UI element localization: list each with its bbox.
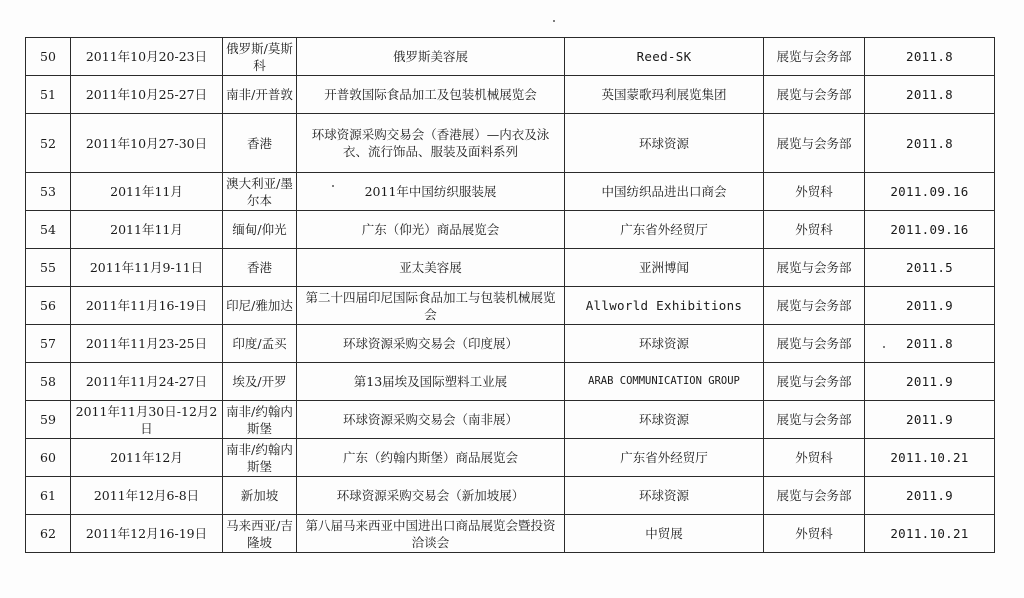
- organizer: 中国纺织品进出口商会: [565, 173, 764, 211]
- table-row: [26, 76, 995, 114]
- exhibition-date: 2011年11月: [71, 211, 223, 249]
- row-number: 62: [26, 515, 71, 553]
- organizer: 亚洲博闻: [565, 249, 764, 287]
- table-row: [26, 515, 995, 553]
- table-row: [26, 477, 995, 515]
- table-row: [26, 114, 995, 173]
- organizer: Reed-SK: [565, 38, 764, 76]
- exhibition-city: 印度/孟买: [223, 325, 297, 363]
- row-number: 61: [26, 477, 71, 515]
- exhibition-date: 2011年11月30日-12月2日: [71, 401, 223, 439]
- exhibition-name: 2011年中国纺织服装展: [297, 173, 565, 211]
- exhibition-city: 马来西亚/吉隆坡: [223, 515, 297, 553]
- exhibition-city: 埃及/开罗: [223, 363, 297, 401]
- exhibition-date: 2011年12月: [71, 439, 223, 477]
- row-number: 52: [26, 114, 71, 173]
- row-number: 54: [26, 211, 71, 249]
- exhibition-date: 2011年12月6-8日: [71, 477, 223, 515]
- organizer: 广东省外经贸厅: [565, 439, 764, 477]
- exhibition-city: 香港: [223, 249, 297, 287]
- responsible-department: 外贸科: [764, 173, 865, 211]
- publish-time: 2011.8: [865, 76, 995, 114]
- exhibition-city: 印尼/雅加达: [223, 287, 297, 325]
- table-row: [26, 38, 995, 76]
- publish-time: 2011.10.21: [865, 515, 995, 553]
- organizer: 环球资源: [565, 325, 764, 363]
- exhibition-schedule-table: [25, 37, 995, 553]
- exhibition-date: 2011年10月25-27日: [71, 76, 223, 114]
- publish-time: 2011.5: [865, 249, 995, 287]
- exhibition-date: 2011年11月: [71, 173, 223, 211]
- row-number: 59: [26, 401, 71, 439]
- responsible-department: 展览与会务部: [764, 287, 865, 325]
- publish-time: 2011.9: [865, 477, 995, 515]
- exhibition-date: 2011年10月20-23日: [71, 38, 223, 76]
- responsible-department: 展览与会务部: [764, 477, 865, 515]
- exhibition-date: 2011年11月9-11日: [71, 249, 223, 287]
- publish-time: 2011.10.21: [865, 439, 995, 477]
- row-number: 56: [26, 287, 71, 325]
- organizer: 中贸展: [565, 515, 764, 553]
- exhibition-city: 南非/约翰内斯堡: [223, 439, 297, 477]
- publish-time: 2011.8: [865, 38, 995, 76]
- responsible-department: 展览与会务部: [764, 363, 865, 401]
- responsible-department: 外贸科: [764, 211, 865, 249]
- responsible-department: 展览与会务部: [764, 249, 865, 287]
- publish-time: 2011.8: [865, 114, 995, 173]
- publish-time: 2011.9: [865, 287, 995, 325]
- exhibition-city: 新加坡: [223, 477, 297, 515]
- responsible-department: 展览与会务部: [764, 325, 865, 363]
- scan-speck: [553, 20, 555, 22]
- row-number: 58: [26, 363, 71, 401]
- organizer: 环球资源: [565, 401, 764, 439]
- exhibition-name: 环球资源采购交易会（南非展）: [297, 401, 565, 439]
- table-row: [26, 363, 995, 401]
- responsible-department: 展览与会务部: [764, 401, 865, 439]
- exhibition-name: 广东（仰光）商品展览会: [297, 211, 565, 249]
- exhibition-date: 2011年11月23-25日: [71, 325, 223, 363]
- responsible-department: 外贸科: [764, 439, 865, 477]
- exhibition-date: 2011年12月16-19日: [71, 515, 223, 553]
- exhibition-name: 第13届埃及国际塑料工业展: [297, 363, 565, 401]
- table-row: [26, 287, 995, 325]
- exhibition-name: 环球资源采购交易会（新加坡展）: [297, 477, 565, 515]
- exhibition-name: 广东（约翰内斯堡）商品展览会: [297, 439, 565, 477]
- table-row: [26, 325, 995, 363]
- organizer: 环球资源: [565, 477, 764, 515]
- exhibition-city: 南非/约翰内斯堡: [223, 401, 297, 439]
- organizer: 英国蒙歌玛利展览集团: [565, 76, 764, 114]
- organizer: 广东省外经贸厅: [565, 211, 764, 249]
- table-row: [26, 211, 995, 249]
- publish-time: 2011.9: [865, 401, 995, 439]
- exhibition-city: 俄罗斯/莫斯科: [223, 38, 297, 76]
- publish-time: 2011.8: [865, 325, 995, 363]
- exhibition-name: 环球资源采购交易会（香港展）—内衣及泳衣、流行饰品、服装及面料系列: [297, 114, 565, 173]
- row-number: 60: [26, 439, 71, 477]
- organizer: ARAB COMMUNICATION GROUP: [565, 363, 764, 401]
- exhibition-name: 环球资源采购交易会（印度展）: [297, 325, 565, 363]
- row-number: 53: [26, 173, 71, 211]
- exhibition-city: 澳大利亚/墨尔本: [223, 173, 297, 211]
- publish-time: 2011.9: [865, 363, 995, 401]
- exhibition-date: 2011年11月16-19日: [71, 287, 223, 325]
- exhibition-name: 第二十四届印尼国际食品加工与包装机械展览会: [297, 287, 565, 325]
- exhibition-city: 缅甸/仰光: [223, 211, 297, 249]
- table-row: [26, 249, 995, 287]
- exhibition-name: 第八届马来西亚中国进出口商品展览会暨投资洽谈会: [297, 515, 565, 553]
- table-row: [26, 439, 995, 477]
- exhibition-city: 南非/开普敦: [223, 76, 297, 114]
- exhibition-name: 亚太美容展: [297, 249, 565, 287]
- publish-time: 2011.09.16: [865, 173, 995, 211]
- responsible-department: 外贸科: [764, 515, 865, 553]
- exhibition-date: 2011年11月24-27日: [71, 363, 223, 401]
- exhibition-name: 俄罗斯美容展: [297, 38, 565, 76]
- responsible-department: 展览与会务部: [764, 76, 865, 114]
- organizer: Allworld Exhibitions: [565, 287, 764, 325]
- exhibition-name: 开普敦国际食品加工及包装机械展览会: [297, 76, 565, 114]
- row-number: 50: [26, 38, 71, 76]
- publish-time: 2011.09.16: [865, 211, 995, 249]
- responsible-department: 展览与会务部: [764, 114, 865, 173]
- row-number: 57: [26, 325, 71, 363]
- organizer: 环球资源: [565, 114, 764, 173]
- responsible-department: 展览与会务部: [764, 38, 865, 76]
- exhibition-city: 香港: [223, 114, 297, 173]
- exhibition-date: 2011年10月27-30日: [71, 114, 223, 173]
- table-row: [26, 173, 995, 211]
- table-row: [26, 401, 995, 439]
- row-number: 55: [26, 249, 71, 287]
- row-number: 51: [26, 76, 71, 114]
